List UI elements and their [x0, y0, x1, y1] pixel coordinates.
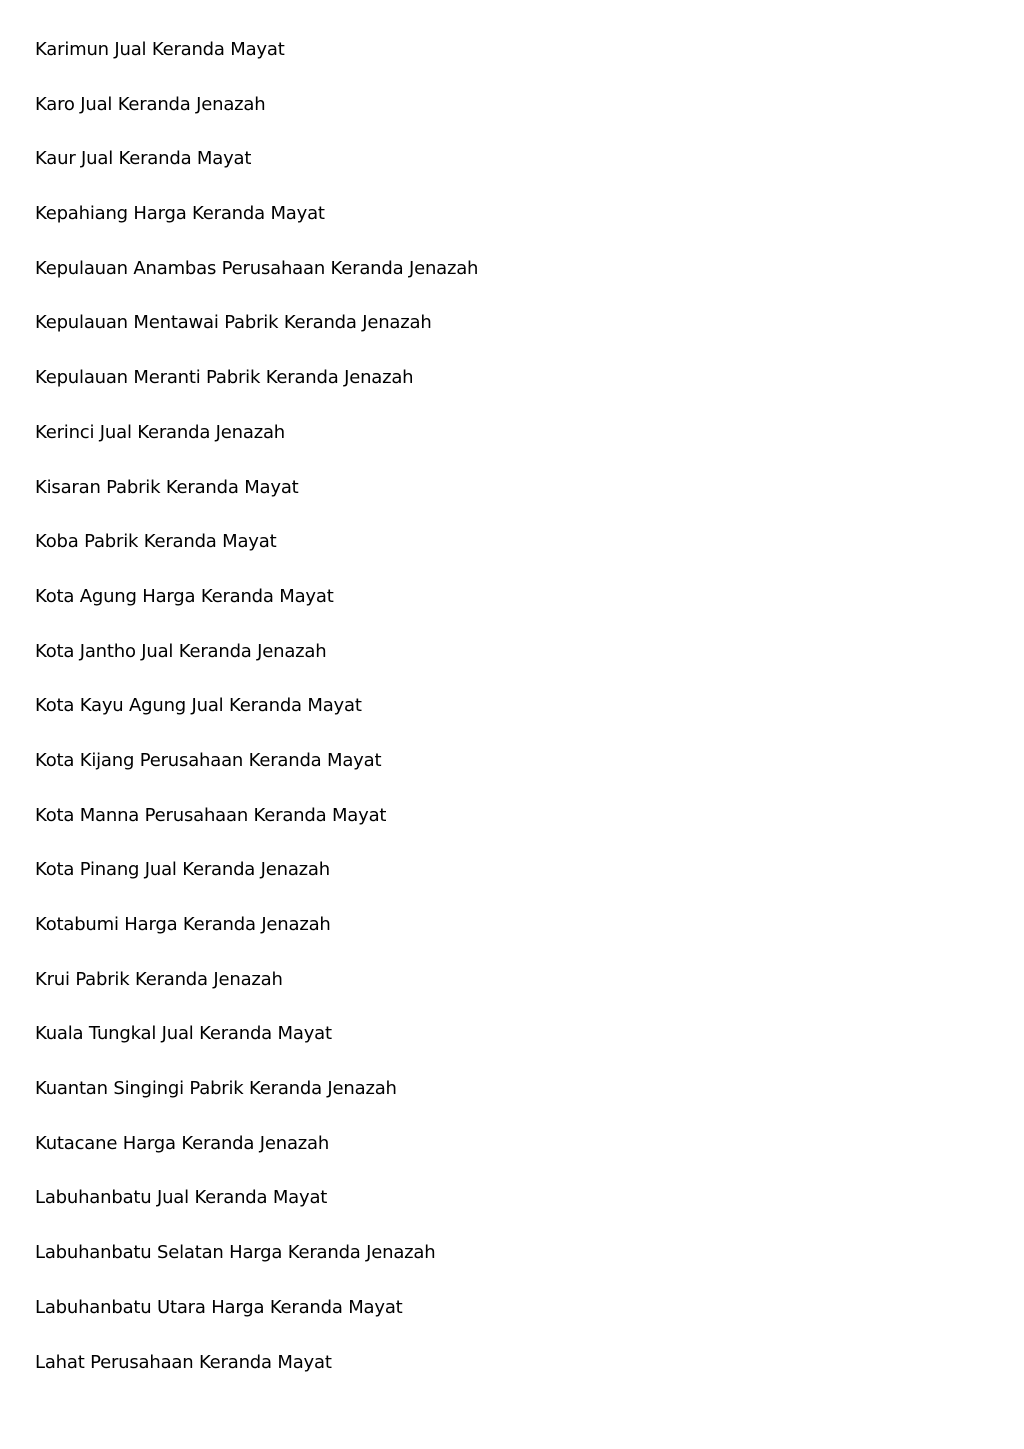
list-item: Kota Jantho Jual Keranda Jenazah	[35, 640, 327, 662]
list-item: Kota Manna Perusahaan Keranda Mayat	[35, 804, 387, 826]
list-item: Kotabumi Harga Keranda Jenazah	[35, 914, 331, 935]
list-item: Kuala Tungkal Jual Keranda Mayat	[35, 1023, 332, 1045]
list-item: Kepulauan Anambas Perusahaan Keranda Jenazah	[35, 257, 479, 279]
list-item: Kota Pinang Jual Keranda Jenazah	[35, 859, 330, 881]
list-item: Kepulauan Meranti Pabrik Keranda Jenazah	[35, 367, 414, 389]
list-item: Labuhanbatu Jual Keranda Mayat	[35, 1187, 328, 1209]
list-item: Kepahiang Harga Keranda Mayat	[35, 203, 325, 225]
list-item: Kisaran Pabrik Keranda Mayat	[35, 476, 299, 498]
list-item: Kaur Jual Keranda Mayat	[35, 148, 252, 170]
list-item: Kerinci Jual Keranda Jenazah	[35, 421, 285, 443]
list-item: Karo Jual Keranda Jenazah	[35, 93, 266, 115]
list-item: Kuantan Singingi Pabrik Keranda Jenazah	[35, 1078, 397, 1100]
list-item: Lahat Perusahaan Keranda Mayat	[35, 1351, 332, 1373]
location-list	[35, 36, 478, 1403]
list-item: Karimun Jual Keranda Mayat	[35, 39, 285, 60]
list-item: Kutacane Harga Keranda Jenazah	[35, 1132, 330, 1154]
list-item: Kota Agung Harga Keranda Mayat	[35, 585, 334, 607]
list-item: Labuhanbatu Selatan Harga Keranda Jenazah	[35, 1242, 436, 1264]
list-item: Kota Kayu Agung Jual Keranda Mayat	[35, 695, 362, 717]
list-item: Kota Kijang Perusahaan Keranda Mayat	[35, 749, 382, 771]
list-item: Labuhanbatu Utara Harga Keranda Mayat	[35, 1296, 403, 1318]
list-item: Koba Pabrik Keranda Mayat	[35, 531, 277, 553]
list-item: Krui Pabrik Keranda Jenazah	[35, 968, 283, 990]
list-item: Kepulauan Mentawai Pabrik Keranda Jenazah	[35, 312, 432, 334]
